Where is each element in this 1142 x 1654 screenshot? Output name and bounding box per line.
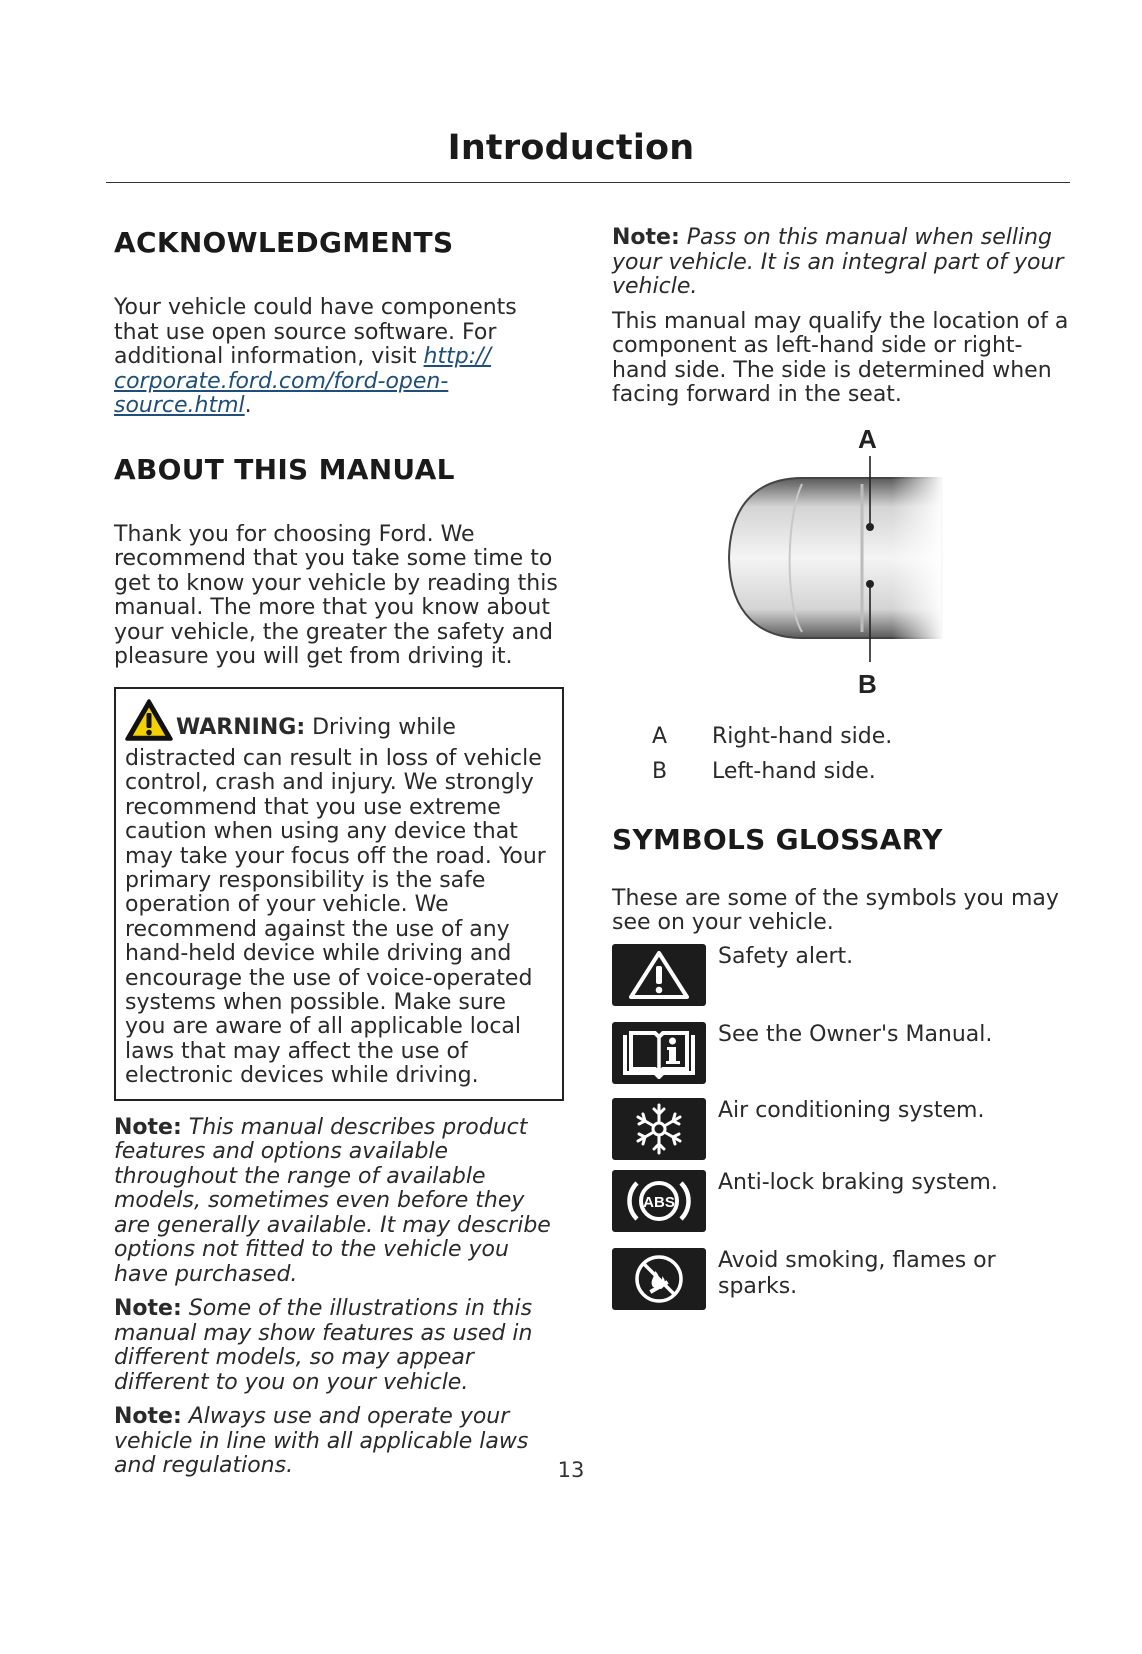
- note-1: [114, 1116, 566, 1288]
- warning-box: [114, 687, 564, 1101]
- symbols-intro: These are some of the symbols you may see on your vehicle.: [612, 885, 1059, 935]
- symbols-heading: SYMBOLS GLOSSARY: [612, 822, 943, 856]
- symbols-list: [612, 944, 1074, 1318]
- acknowledgments-body: Your vehicle could have components that use open source software. For additional information, visit: [114, 295, 517, 369]
- acknowledgments-trailing: .: [244, 393, 252, 418]
- symbol-label: Air conditioning system.: [718, 1097, 985, 1123]
- note-text: Some of the illustrations in this manual may show features as used in different models, so may appear different to you on your vehicle.: [114, 1296, 533, 1395]
- no-smoking-flames-icon: [612, 1248, 706, 1310]
- air-conditioning-icon: [612, 1098, 706, 1160]
- vehicle-side-diagram: [612, 414, 1072, 704]
- link-part-1: http://: [423, 344, 491, 369]
- acknowledgments-heading: ACKNOWLEDGMENTS: [114, 226, 454, 259]
- note-text: Always use and operate your vehicle in line with all applicable laws and regulations.: [114, 1404, 529, 1479]
- warning-paragraph: [125, 699, 552, 1089]
- left-column: [114, 226, 566, 1479]
- legend-row: [612, 724, 1074, 750]
- diagram-legend: [612, 724, 1074, 785]
- warning-triangle-icon: [125, 699, 173, 747]
- symbol-row: [612, 1170, 1074, 1248]
- title-divider: [106, 182, 1070, 183]
- legend-key: B: [652, 758, 668, 784]
- about-heading: ABOUT THIS MANUAL: [114, 452, 455, 486]
- legend-row: [612, 759, 1074, 785]
- page-title: Introduction: [447, 128, 695, 168]
- note-label: Note:: [114, 1114, 182, 1140]
- side-text: This manual may qualify the location of a component as left-hand side or right-hand side. The side is determined when facing forward in the seat.: [612, 308, 1069, 407]
- diagram-label-b: B: [858, 668, 877, 699]
- car-top-view-illustration: [612, 414, 1072, 704]
- note-text: Pass on this manual when selling your vehicle. It is an integral part of your vehicle.: [612, 225, 1064, 299]
- note-2: [114, 1297, 566, 1395]
- legend-value: Right-hand side.: [712, 723, 893, 749]
- legend-key: A: [652, 723, 668, 749]
- owners-manual-icon: [612, 1022, 706, 1084]
- right-column: [612, 226, 1074, 1318]
- symbol-row: [612, 1022, 1074, 1098]
- symbol-row: [612, 1248, 1074, 1318]
- symbol-label: See the Owner's Manual.: [718, 1021, 993, 1047]
- abs-icon-text: ABS: [643, 1193, 675, 1211]
- symbol-row: [612, 1098, 1074, 1170]
- symbol-row: [612, 944, 1074, 1022]
- symbol-label: Safety alert.: [718, 943, 854, 969]
- note-label: Note:: [114, 1404, 182, 1430]
- warning-label: WARNING:: [176, 714, 306, 740]
- note-text: This manual describes product features and options available throughout the range of available models, sometimes even before they are generally available. It may describe options not fitted to the vehicle you have purchased.: [114, 1114, 551, 1287]
- link-part-2: corporate.ford.com/ford-open-source.html: [114, 368, 449, 418]
- note-label: Note:: [114, 1296, 182, 1322]
- note-right: [612, 226, 1074, 300]
- legend-value: Left-hand side.: [712, 758, 876, 784]
- symbol-label: Avoid smoking, flames or sparks.: [718, 1247, 996, 1299]
- abs-icon: [612, 1170, 706, 1232]
- acknowledgments-text: [114, 296, 566, 419]
- about-text: Thank you for choosing Ford. We recommend that you take some time to get to know your vehicle by reading this manual. The more that you know about your vehicle, the greater the safety and pleasure you will get from driving it.: [114, 521, 558, 669]
- diagram-label-a: A: [858, 423, 877, 454]
- note-label: Note:: [612, 225, 680, 250]
- warning-text: Driving while distracted can result in loss of vehicle control, crash and injury. We strongly recommend that you use extreme caution when using any device that may take your focus off the road. Your primary responsibility is the safe operation of your vehicle. We recommend against the use of any hand-held device while driving and encourage the use of voice-operated systems when possible. Make sure you are aware of all applicable local laws that may affect the use of electronic devices while driving.: [125, 714, 546, 1089]
- page-number: 13: [557, 1458, 585, 1482]
- safety-alert-icon: [612, 944, 706, 1006]
- symbol-label: Anti-lock braking system.: [718, 1169, 998, 1195]
